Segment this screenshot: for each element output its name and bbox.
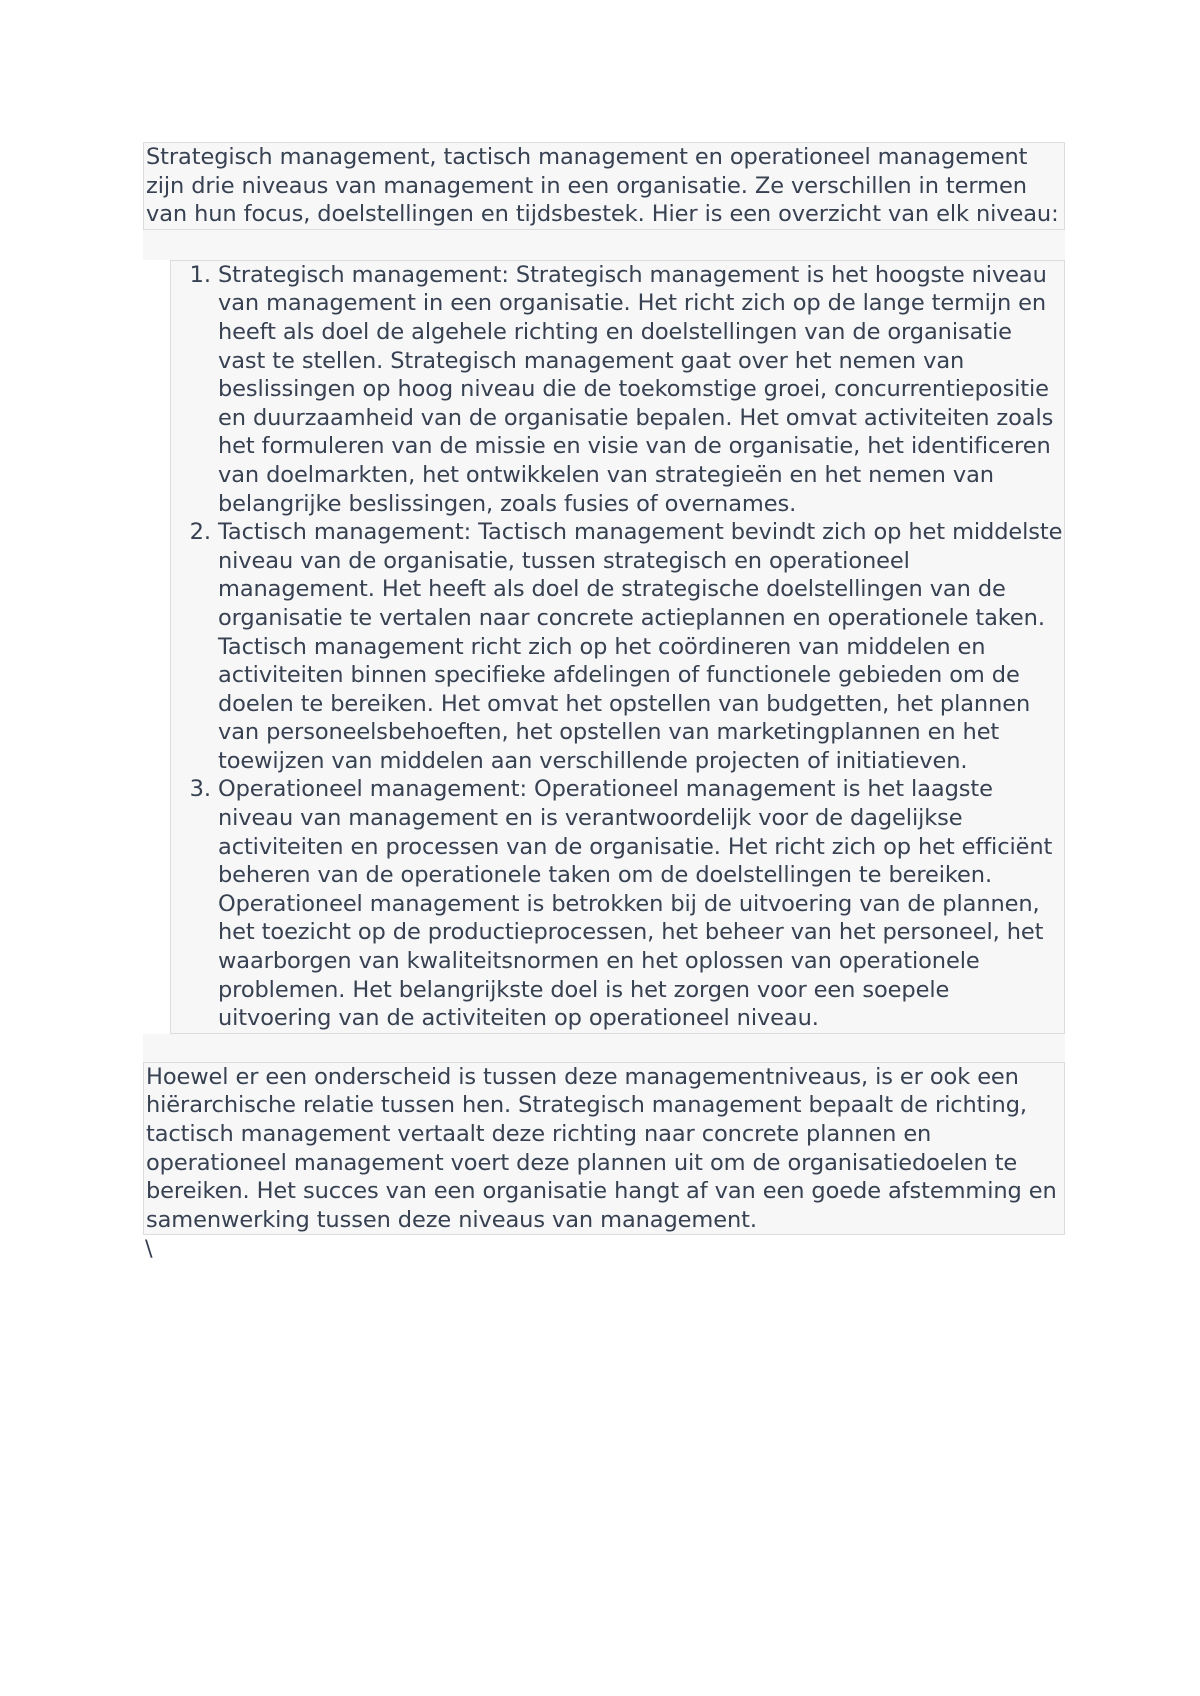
spacer xyxy=(143,230,1065,260)
list-item-tactisch: 2. Tactisch management: Tactisch management bevindt zich op het middelste niveau van de organisatie, tussen strategisch en operationeel management. Het heeft als doel de strategische doelstellingen van de organisatie te vertalen naar concrete actieplannen en operationele taken. Tactisch management richt zich op het coördineren van middelen en activiteiten binnen specifieke afdelingen of functionele gebieden om de doelen te bereiken. Het omvat het opstellen van budgetten, het plannen van personeelsbehoeften, het opstellen van marketingplannen en het toewijzen van middelen aan verschillende projecten of initiatieven. xyxy=(218,518,1064,775)
document-page xyxy=(143,142,1063,1263)
spacer xyxy=(143,1034,1065,1062)
list-item-strategisch: 1. Strategisch management: Strategisch management is het hoogste niveau van management in een organisatie. Het richt zich op de lange termijn en heeft als doel de algehele richting en doelstellingen van de organisatie vast te stellen. Strategisch management gaat over het nemen van beslissingen op hoog niveau die de toekomstige groei, concurrentiepositie en duurzaamheid van de organisatie bepalen. Het omvat activiteiten zoals het formuleren van de missie en visie van de organisatie, het identificeren van doelmarkten, het ontwikkelen van strategieën en het nemen van belangrijke beslissingen, zoals fusies of overnames. xyxy=(218,261,1064,518)
intro-paragraph: Strategisch management, tactisch management en operationeel management zijn drie niveaus van management in een organisatie. Ze verschillen in termen van hun focus, doelstellingen en tijdsbestek. Hier is een overzicht van elk niveau: xyxy=(143,142,1065,230)
trailing-backslash: \ xyxy=(145,1236,153,1263)
list-item-operationeel: 3. Operationeel management: Operationeel management is het laagste niveau van management en is verantwoordelijk voor de dagelijkse activiteiten en processen van de organisatie. Het richt zich op het efficiënt beheren van de operationele taken om de doelstellingen te bereiken. Operationeel management is betrokken bij de uitvoering van de plannen, het toezicht op de productieprocessen, het beheer van het personeel, het waarborgen van kwaliteitsnormen en het oplossen van operationele problemen. Het belangrijkste doel is het zorgen voor een soepele uitvoering van de activiteiten op operationeel niveau. xyxy=(218,775,1064,1032)
management-levels-list xyxy=(171,261,1064,1033)
outro-paragraph: Hoewel er een onderscheid is tussen deze managementniveaus, is er ook een hiërarchische relatie tussen hen. Strategisch management bepaalt de richting, tactisch management vertaalt deze richting naar concrete plannen en operationeel management voert deze plannen uit om de organisatiedoelen te bereiken. Het succes van een organisatie hangt af van een goede afstemming en samenwerking tussen deze niveaus van management. xyxy=(143,1062,1065,1236)
management-levels-list-box xyxy=(170,260,1065,1034)
